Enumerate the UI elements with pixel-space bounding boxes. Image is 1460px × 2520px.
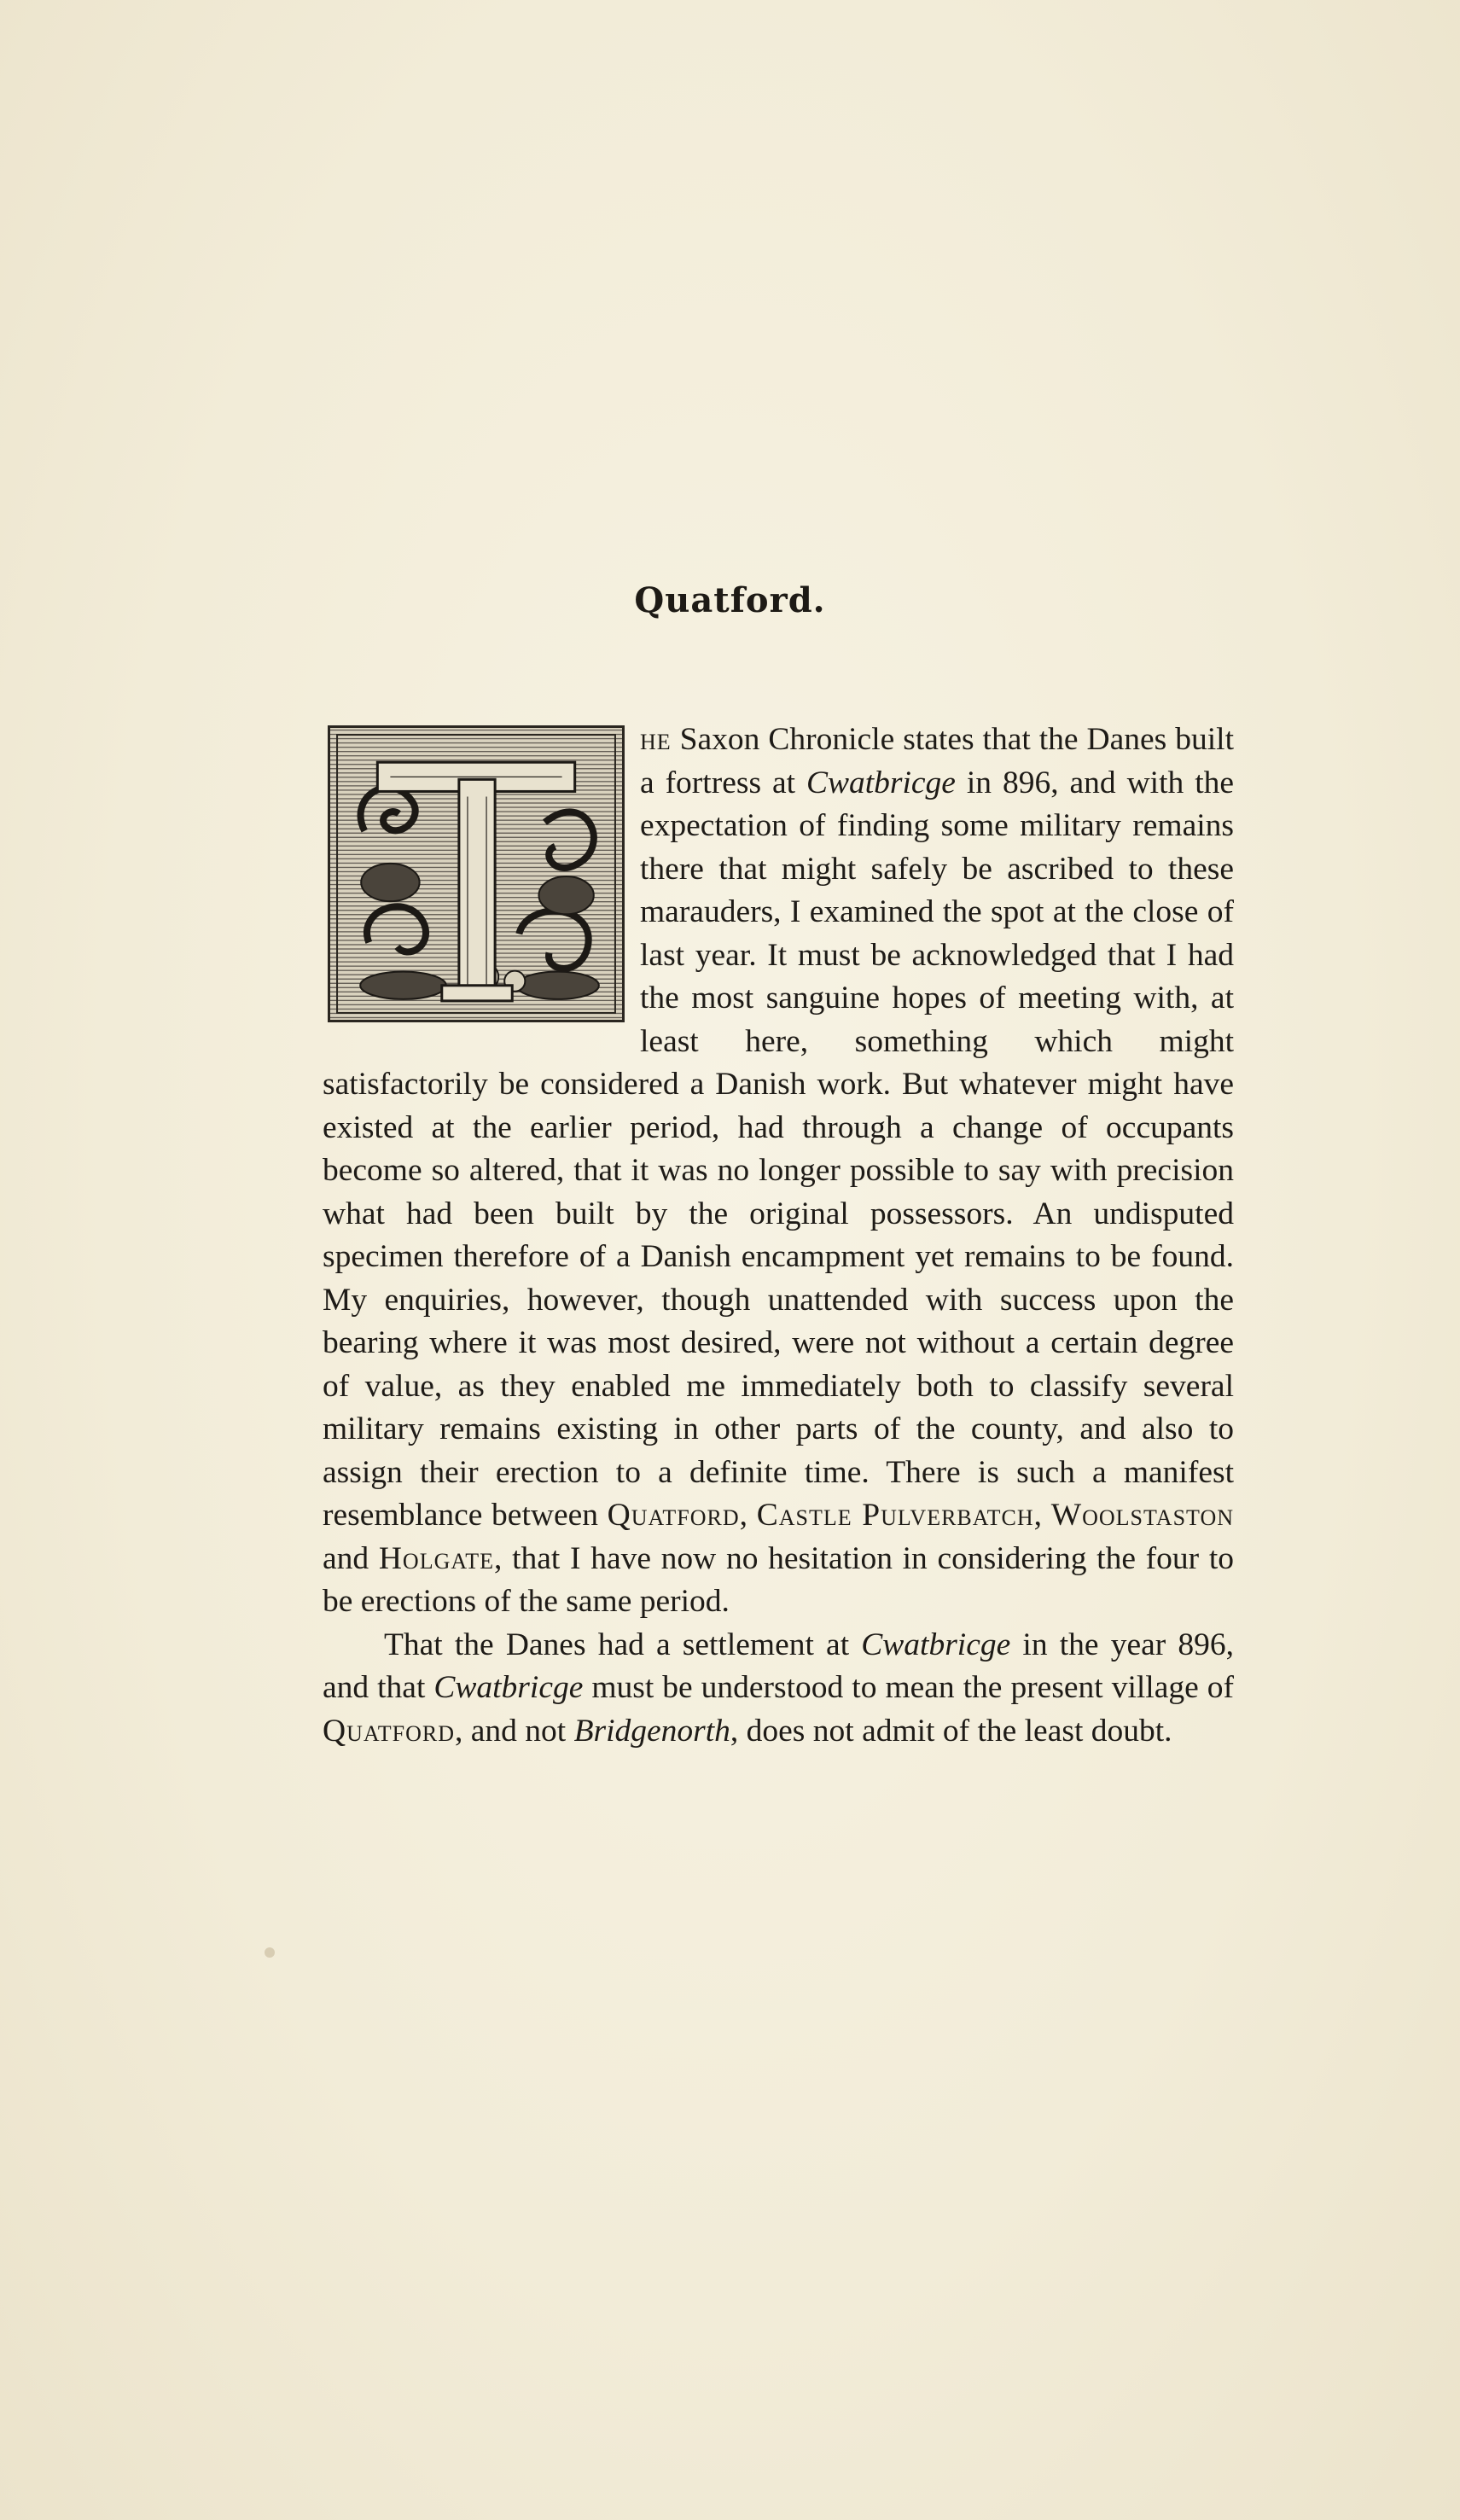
text-run: in 896, and with the expectation of finding some military remains there that might safely be ascribed to these marauders, I examined the spot at the close of last year. It must be acknowledged that I had the most sanguine hopes of meeting with, at least here, something which might satisfactorily be considered a Danish work. But whatever might have existed at the earlier period, had through a change of occupants become so altered, that it was no longer possible to say with precision what had been built by the original possessors. An undisputed specimen therefore of a Danish encampment yet remains to be found. My enquiries, however, though unattended with success upon the bearing where it was most desired, were not without a certain degree of value, as they enabled me immediately both to classify several military remains existing in other parts of the county, and also to assign their erection to a definite time. There is such a manifest resemblance between — [323, 765, 1235, 1533]
italic-text: Cwatbricge — [861, 1627, 1011, 1662]
text-run: , does not admit of the least doubt. — [730, 1713, 1172, 1749]
smallcaps-text: Castle Pulverbatch — [756, 1498, 1034, 1533]
paragraph-2 — [323, 1624, 1234, 1754]
text-run: That the Danes had a settlement at — [384, 1627, 862, 1662]
smallcaps-text: Woolstaston — [1050, 1498, 1234, 1533]
smallcaps-text: Quatford — [607, 1498, 740, 1533]
italic-text: Cwatbricge — [433, 1670, 584, 1705]
page-title: Quatford. — [634, 580, 826, 620]
text-run: , — [739, 1498, 757, 1533]
smallcaps-text: Holgate — [378, 1540, 495, 1576]
text-run: must be understood to mean the present village of — [583, 1670, 1234, 1705]
text-run: , — [1033, 1498, 1051, 1533]
dropcap-ornament-icon — [330, 728, 622, 1020]
ornamental-dropcap-t — [328, 725, 625, 1022]
smallcaps-text: Quatford — [323, 1713, 455, 1749]
italic-text: Cwatbricge — [806, 765, 956, 800]
text-run: , that I have now no hesitation in considering the four to be erections of the same period. — [323, 1540, 1234, 1619]
text-run: and — [323, 1540, 379, 1576]
text-run: , and not — [455, 1713, 574, 1749]
text-run: Saxon Chronicle states that the Danes built a fortress at — [640, 722, 1234, 800]
body-text — [323, 719, 1234, 1753]
text-run: in the year 896, and that — [323, 1627, 1234, 1705]
italic-text: Bridgenorth — [573, 1713, 730, 1749]
page-smudge — [265, 1947, 275, 1958]
smallcaps-text: he — [640, 722, 672, 757]
